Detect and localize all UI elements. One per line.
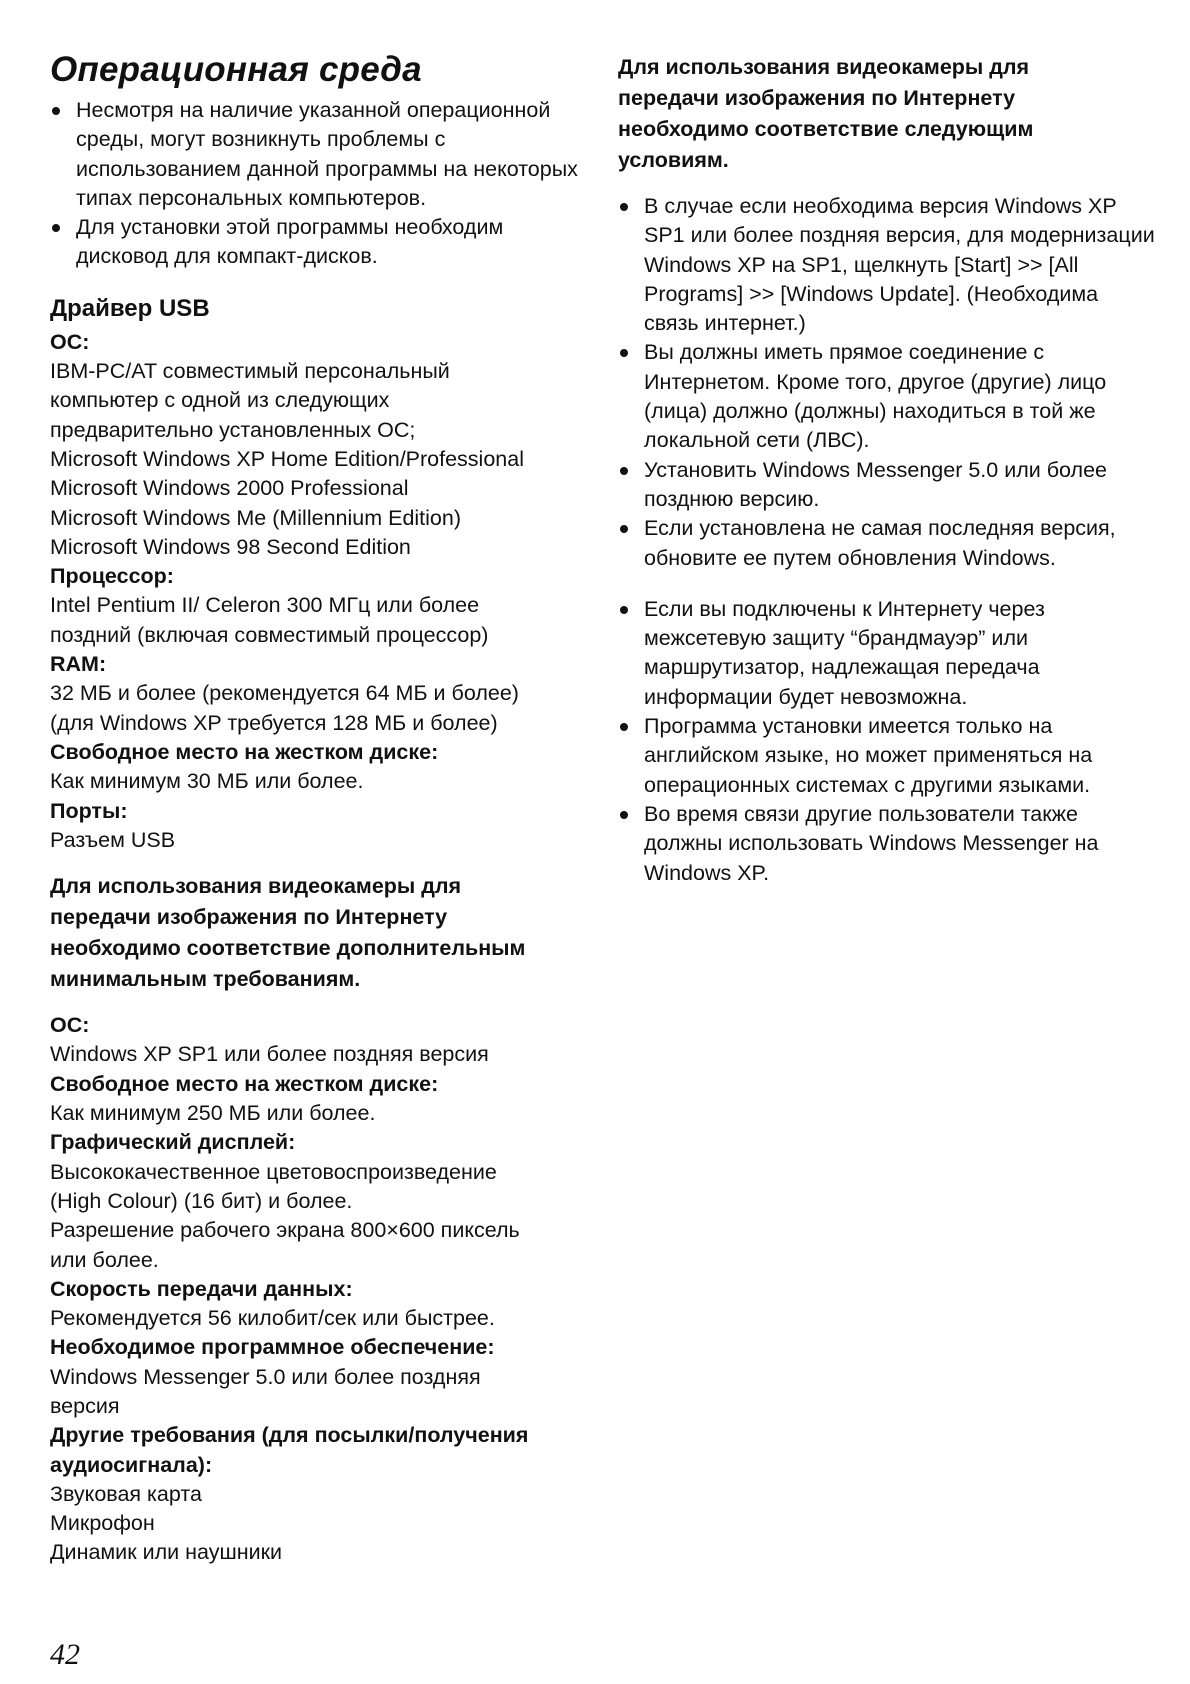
display-line: или более.	[50, 1247, 159, 1272]
os-line: Microsoft Windows Me (Millennium Edition)	[50, 505, 461, 530]
audio-item: Микрофон	[50, 1511, 155, 1536]
inet-os-label: ОС:	[50, 1013, 90, 1038]
intro-bullets	[50, 96, 590, 272]
conditions-notice-line: передачи изображения по Интернету	[618, 86, 1016, 110]
inet-os-value: Windows XP SP1 или более поздняя версия	[50, 1042, 489, 1067]
conditions-notice-line: Для использования видеокамеры для	[618, 55, 1030, 79]
right-column	[618, 52, 1158, 888]
internet-notice-line: минимальным требованиям.	[50, 967, 361, 992]
os-line: Microsoft Windows XP Home Edition/Professional	[50, 446, 524, 471]
list-item: Во время связи другие пользователи также должны использовать Windows Messenger на Windows XP.	[618, 800, 1158, 888]
audio-item: Звуковая карта	[50, 1481, 202, 1506]
page-title: Операционная среда	[50, 50, 422, 89]
conditions-bullets-2	[618, 595, 1158, 888]
inet-disk-label: Свободное место на жестком диске:	[50, 1071, 439, 1096]
list-item: В случае если необходима версия Windows XP SP1 или более поздняя версия, для модернизации Windows XP на SP1, щелкнуть [Start] >> [All Programs] >> [Windows Update]. (Необходима связь интернет.)	[618, 192, 1158, 338]
list-item: Если установлена не самая последняя версия, обновите ее путем обновления Windows.	[618, 514, 1158, 573]
disk-label: Свободное место на жестком диске:	[50, 739, 439, 764]
software-label: Необходимое программное обеспечение:	[50, 1335, 495, 1360]
audio-item: Динамик или наушники	[50, 1540, 282, 1565]
cpu-line: Intel Pentium II/ Celeron 300 МГц или более	[50, 593, 480, 618]
page-number: 42	[50, 1638, 80, 1671]
ports-label: Порты:	[50, 798, 128, 823]
display-line: Разрешение рабочего экрана 800×600 пиксель	[50, 1218, 520, 1243]
ram-line: 32 МБ и более (рекомендуется 64 МБ и более)	[50, 681, 519, 706]
list-item: Вы должны иметь прямое соединение с Интернетом. Кроме того, другое (другие) лицо (лица) должно (должны) находиться в той же локальной сети (ЛВС).	[618, 338, 1158, 455]
os-line: компьютер с одной из следующих	[50, 388, 390, 413]
audio-label: Другие требования (для посылки/получения	[50, 1423, 529, 1448]
list-item: Для установки этой программы необходим дисковод для компакт-дисков.	[50, 213, 590, 272]
os-label: ОС:	[50, 329, 90, 354]
software-line: версия	[50, 1393, 120, 1418]
list-item: Несмотря на наличие указанной операционной среды, могут возникнуть проблемы с использованием данной программы на некоторых типах персональных компьютеров.	[50, 96, 590, 213]
list-item: Если вы подключены к Интернету через межсетевую защиту “брандмауэр” или маршрутизатор, надлежащая передача информации будет невозможна.	[618, 595, 1158, 712]
display-line: Высококачественное цветовоспроизведение	[50, 1159, 497, 1184]
audio-label: аудиосигнала):	[50, 1452, 213, 1477]
ports-value: Разъем USB	[50, 827, 176, 852]
display-label: Графический дисплей:	[50, 1130, 296, 1155]
os-line: IBM-PC/AT совместимый персональный	[50, 359, 450, 384]
cpu-label: Процессор:	[50, 564, 174, 589]
ram-label: RAM:	[50, 652, 107, 677]
conditions-notice-line: необходимо соответствие следующим	[618, 117, 1034, 141]
conditions-notice-line: условиям.	[618, 148, 729, 172]
internet-notice-line: необходимо соответствие дополнительным	[50, 936, 526, 961]
ram-line: (для Windows XP требуется 128 МБ и более)	[50, 710, 498, 735]
speed-label: Скорость передачи данных:	[50, 1276, 353, 1301]
conditions-bullets-1	[618, 192, 1158, 573]
software-line: Windows Messenger 5.0 или более поздняя	[50, 1364, 481, 1389]
inet-disk-value: Как минимум 250 МБ или более.	[50, 1101, 376, 1126]
display-line: (High Colour) (16 бит) и более.	[50, 1188, 353, 1213]
left-column	[50, 48, 590, 1568]
os-line: предварительно установленных ОС;	[50, 417, 416, 442]
speed-value: Рекомендуется 56 килобит/сек или быстрее.	[50, 1306, 495, 1331]
list-item: Программа установки имеется только на английском языке, но может применяться на операционных системах с другими языками.	[618, 712, 1158, 800]
internet-notice-line: Для использования видеокамеры для	[50, 874, 462, 899]
usb-driver-heading: Драйвер USB	[50, 294, 210, 322]
list-item: Установить Windows Messenger 5.0 или более позднюю версию.	[618, 456, 1158, 515]
os-line: Microsoft Windows 2000 Professional	[50, 476, 409, 501]
cpu-line: поздний (включая совместимый процессор)	[50, 622, 489, 647]
internet-notice-line: передачи изображения по Интернету	[50, 905, 448, 930]
disk-value: Как минимум 30 МБ или более.	[50, 769, 364, 794]
os-line: Microsoft Windows 98 Second Edition	[50, 534, 411, 559]
